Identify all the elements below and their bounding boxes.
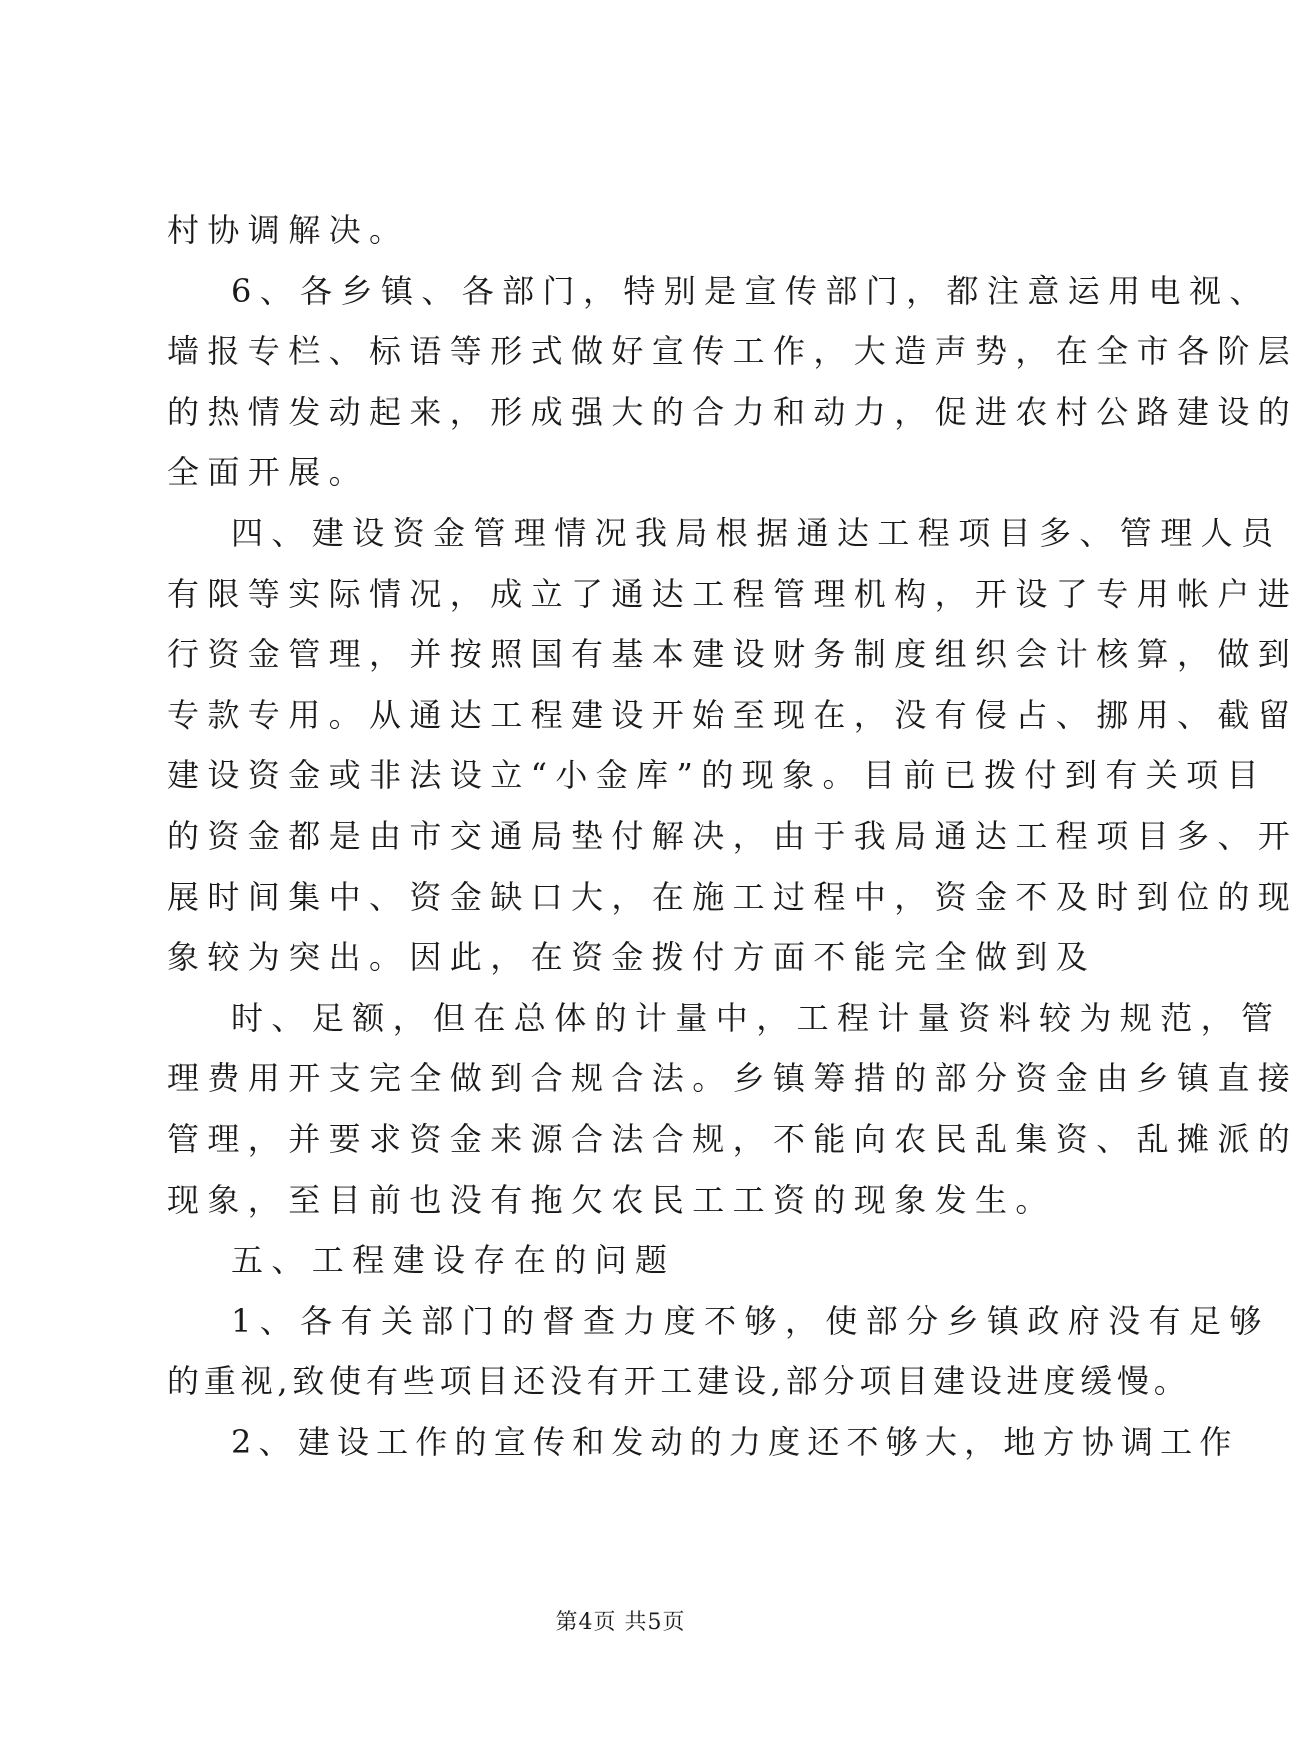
text-line: 6、各乡镇、各部门，特别是宣传部门，都注意运用电视、 — [231, 271, 1270, 310]
text-line: 2、建设工作的宣传和发动的力度还不够大，地方协调工作 — [231, 1422, 1239, 1461]
text-line: 建设资金或非法设立“小金库”的现象。目前已拨付到有关项目 — [167, 756, 1267, 795]
text-line: 现象，至目前也没有拖欠农民工工资的现象发生。 — [167, 1180, 1056, 1219]
text-line: 的资金都是由市交通局垫付解决，由于我局通达工程项目多、开 — [167, 816, 1298, 855]
text-line: 村协调解决。 — [167, 211, 410, 249]
text-line: 墙报专栏、标语等形式做好宣传工作，大造声势，在全市各阶层 — [167, 332, 1298, 371]
text-line: 全面开展。 — [167, 453, 370, 492]
text-line: 象较为突出。因此，在资金拨付方面不能完全做到及 — [167, 938, 1097, 977]
text-line: 有限等实际情况，成立了通达工程管理机构，开设了专用帐户进 — [167, 574, 1298, 613]
page-footer: 第4页 共5页 — [555, 1610, 686, 1635]
text-line: 管理，并要求资金来源合法合规，不能向农民乱集资、乱摊派的 — [167, 1119, 1298, 1158]
text-line: 专款专用。从通达工程建设开始至现在，没有侵占、挪用、截留 — [167, 695, 1298, 734]
text-line: 行资金管理，并按照国有基本建设财务制度组织会计核算，做到 — [167, 635, 1298, 674]
text-line: 四、建设资金管理情况我局根据通达工程项目多、管理人员 — [231, 513, 1282, 552]
text-line: 理费用开支完全做到合规合法。乡镇筹措的部分资金由乡镇直接 — [167, 1059, 1298, 1098]
text-line: 1、各有关部门的督查力度不够，使部分乡镇政府没有足够 — [231, 1301, 1270, 1340]
text-line: 时、足额，但在总体的计量中，工程计量资料较为规范，管 — [231, 998, 1282, 1037]
text-line: 的重视,致使有些项目还没有开工建设,部分项目建设进度缓慢。 — [167, 1362, 1191, 1401]
body-text — [167, 200, 1298, 1472]
text-line: 的热情发动起来，形成强大的合力和动力，促进农村公路建设的 — [167, 392, 1298, 431]
text-line: 展时间集中、资金缺口大，在施工过程中，资金不及时到位的现 — [167, 877, 1298, 916]
section-heading: 五、工程建设存在的问题 — [231, 1241, 676, 1280]
